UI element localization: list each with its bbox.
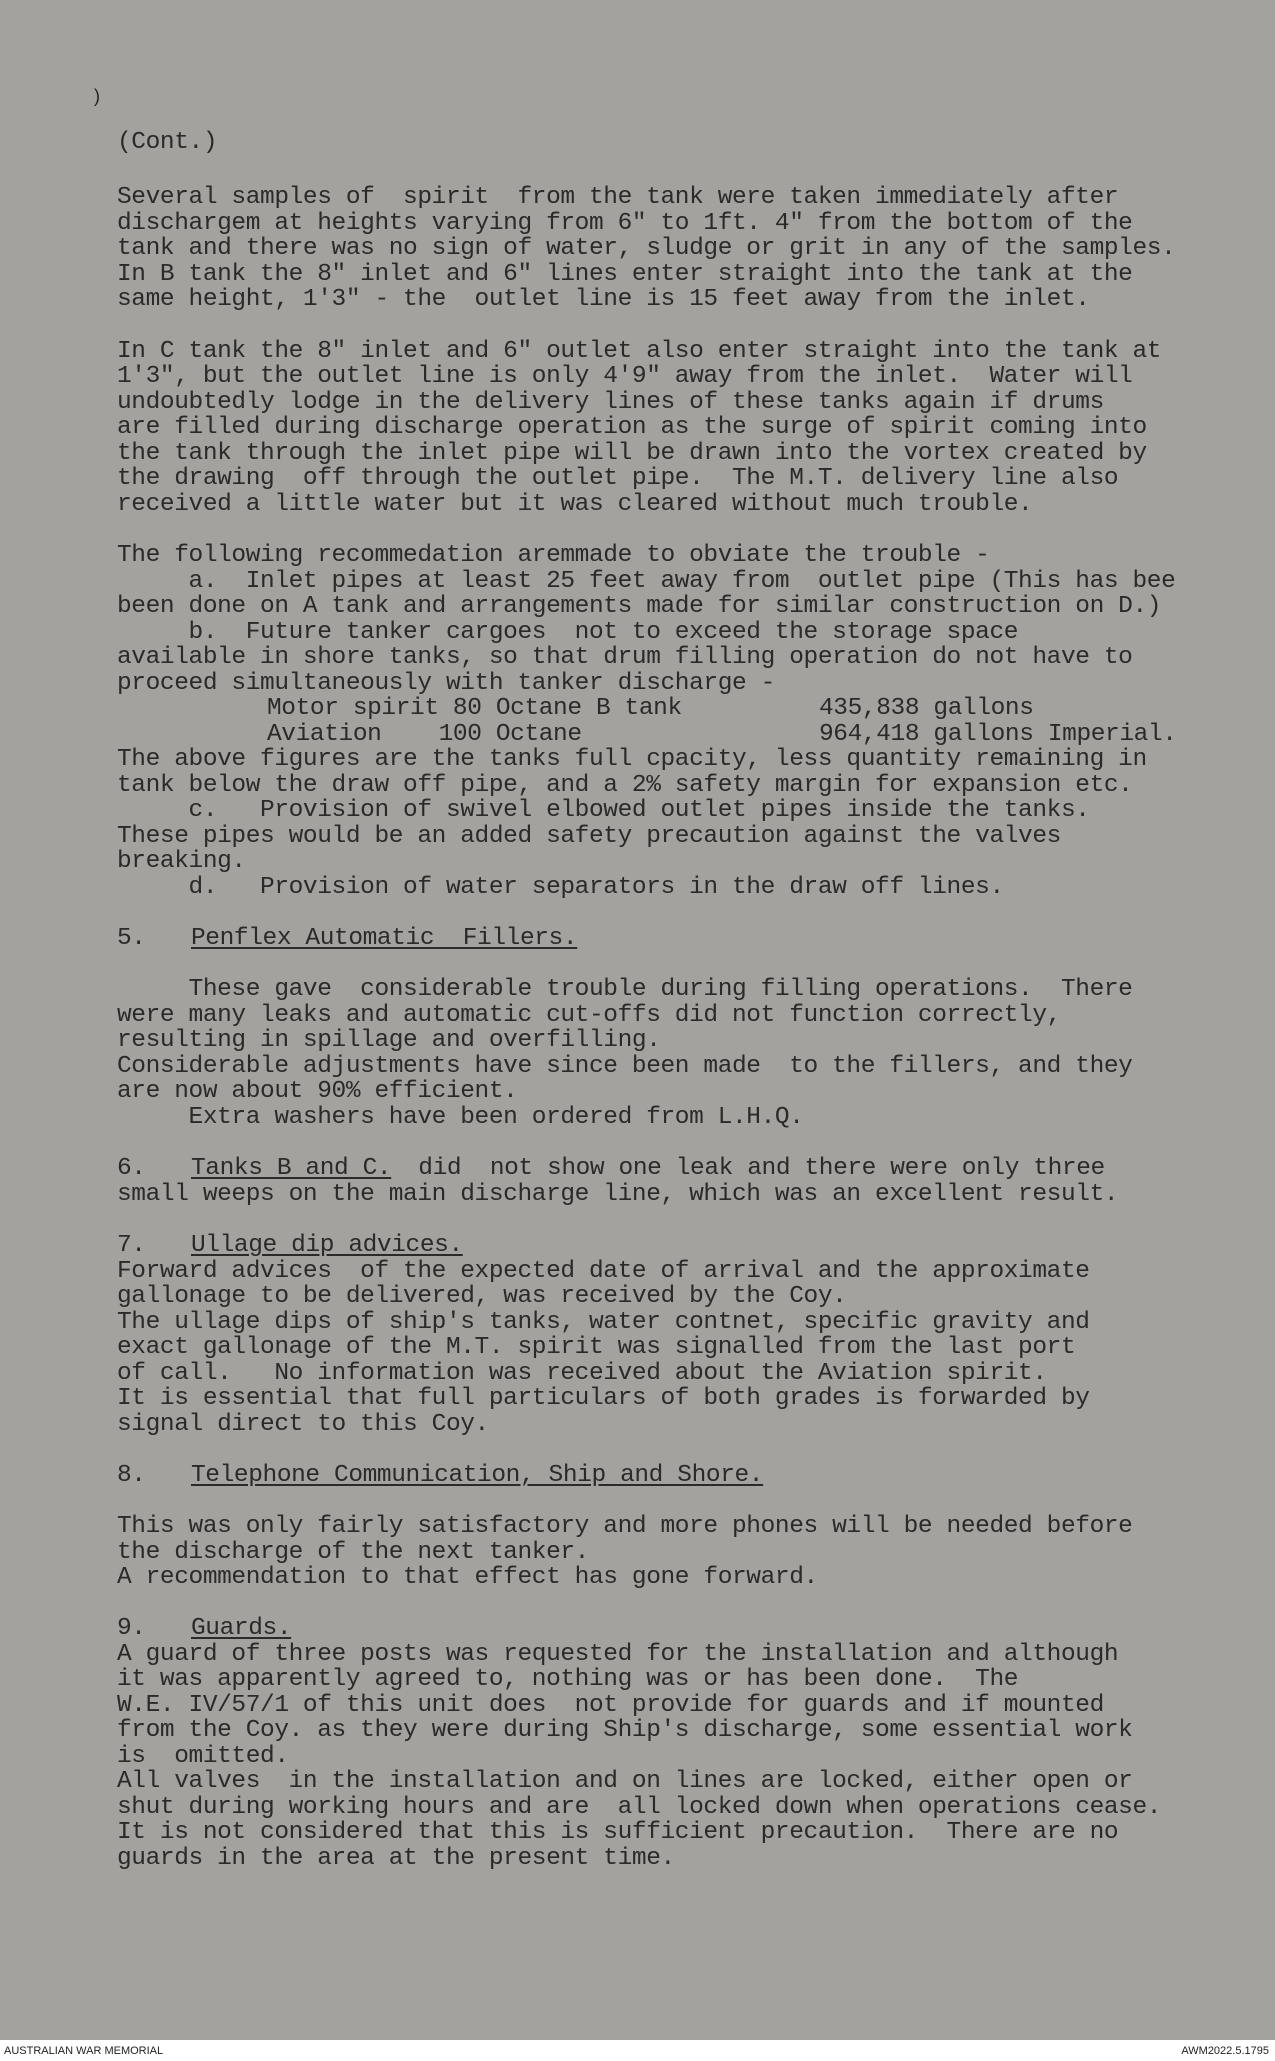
body-line: 1'3", but the outlet line is only 4'9" away from the inlet. Water will [117,363,1133,390]
body-line: Several samples of spirit from the tank were taken immediately after [117,184,1119,211]
section-line: guards in the area at the present time. [117,1845,675,1872]
section-line: W.E. IV/57/1 of this unit does not provide for guards and if mounted [117,1692,1104,1719]
body-line: received a little water but it was cleared without much trouble. [117,491,1033,518]
section-line: signal direct to this Coy. [117,1411,489,1438]
table-grade: Motor spirit 80 Octane B tank [267,695,682,722]
body-line: In B tank the 8" inlet and 6" lines enter straight into the tank at the [117,261,1133,288]
body-line: dischargem at heights varying from 6" to 1ft. 4" from the bottom of the [117,210,1133,237]
section-line: the discharge of the next tanker. [117,1539,589,1566]
body-line: The above figures are the tanks full cpacity, less quantity remaining in [117,746,1147,773]
section-line: Considerable adjustments have since been made to the fillers, and they [117,1053,1133,1080]
section-line: It is not considered that this is sufficient precaution. There are no [117,1819,1119,1846]
header-cont: (Cont.) [117,129,218,156]
body-line: c. Provision of swivel elbowed outlet pipes inside the tanks. [117,797,1090,824]
section-heading: Ullage dip advices. [191,1232,463,1259]
section-line: from the Coy. as they were during Ship's discharge, some essential work [117,1717,1133,1744]
body-line: breaking. [117,848,246,875]
footer-reference: AWM2022.5.1795 [1181,2045,1269,2057]
body-line: available in shore tanks, so that drum filling operation do not have to [117,644,1133,671]
section-line: are now about 90% efficient. [117,1078,518,1105]
section-line: These gave considerable trouble during filling operations. There [117,976,1133,1003]
body-line: undoubtedly lodge in the delivery lines of these tanks again if drums [117,389,1104,416]
section-line: All valves in the installation and on lines are locked, either open or [117,1768,1133,1795]
body-line: the tank through the inlet pipe will be drawn into the vortex created by [117,440,1147,467]
section-line: This was only fairly satisfactory and more phones will be needed before [117,1513,1133,1540]
body-line: are filled during discharge operation as the surge of spirit coming into [117,414,1147,441]
body-line: These pipes would be an added safety precaution against the valves [117,823,1061,850]
body-line: tank and there was no sign of water, sludge or grit in any of the samples. [117,235,1176,262]
body-line: The following recommedation aremmade to obviate the trouble - [117,542,990,569]
section-number: 8. [117,1462,146,1489]
section-number: 7. [117,1232,146,1259]
section-number: 5. [117,925,146,952]
section-line: shut during working hours and are all locked down when operations cease. [117,1794,1162,1821]
body-line: d. Provision of water separators in the draw off lines. [117,874,1004,901]
section-number: 9. [117,1615,146,1642]
section-heading: Telephone Communication, Ship and Shore. [191,1462,764,1489]
table-volume: 435,838 gallons [819,695,1034,722]
section-line: of call. No information was received about the Aviation spirit. [117,1360,1047,1387]
table-volume: 964,418 gallons Imperial. [819,721,1177,748]
body-line: b. Future tanker cargoes not to exceed the storage space [117,619,1019,646]
body-line: the drawing off through the outlet pipe. The M.T. delivery line also [117,465,1119,492]
footer-institution: AUSTRALIAN WAR MEMORIAL [4,2045,164,2057]
section-heading: Guards. [191,1615,292,1642]
section-line: gallonage to be delivered, was received by the Coy. [117,1283,847,1310]
table-grade: Aviation 100 Octane [267,721,582,748]
body-line: In C tank the 8" inlet and 6" outlet also enter straight into the tank at [117,338,1162,365]
section-line: Forward advices of the expected date of arrival and the approximate [117,1258,1090,1285]
section-line: A guard of three posts was requested for the installation and although [117,1641,1119,1668]
section-heading: Tanks B and C. [191,1155,392,1182]
section-line: it was apparently agreed to, nothing was or has been done. The [117,1666,1019,1693]
section-heading: Penflex Automatic Fillers. [191,925,578,952]
section-line: Extra washers have been ordered from L.H.Q. [117,1104,804,1131]
body-line: been done on A tank and arrangements made for similar construction on D.) [117,593,1162,620]
section-heading-tail: did not show one leak and there were only three [404,1155,1105,1182]
section-line: A recommendation to that effect has gone forward. [117,1564,818,1591]
section-number: 6. [117,1155,146,1182]
section-line: were many leaks and automatic cut-offs did not function correctly, [117,1002,1061,1029]
section-line: It is essential that full particulars of both grades is forwarded by [117,1385,1090,1412]
section-line: exact gallonage of the M.T. spirit was signalled from the last port [117,1334,1076,1361]
section-line: The ullage dips of ship's tanks, water contnet, specific gravity and [117,1309,1090,1336]
section-line: small weeps on the main discharge line, which was an excellent result. [117,1181,1119,1208]
section-line: is omitted. [117,1743,289,1770]
body-line: a. Inlet pipes at least 25 feet away from outlet pipe (This has bee [117,568,1176,595]
body-line: proceed simultaneously with tanker discharge - [117,670,775,697]
body-line: same height, 1'3" - the outlet line is 15 feet away from the inlet. [117,286,1090,313]
margin-mark: ) [94,86,100,106]
section-line: resulting in spillage and overfilling. [117,1027,661,1054]
body-line: tank below the draw off pipe, and a 2% safety margin for expansion etc. [117,772,1133,799]
